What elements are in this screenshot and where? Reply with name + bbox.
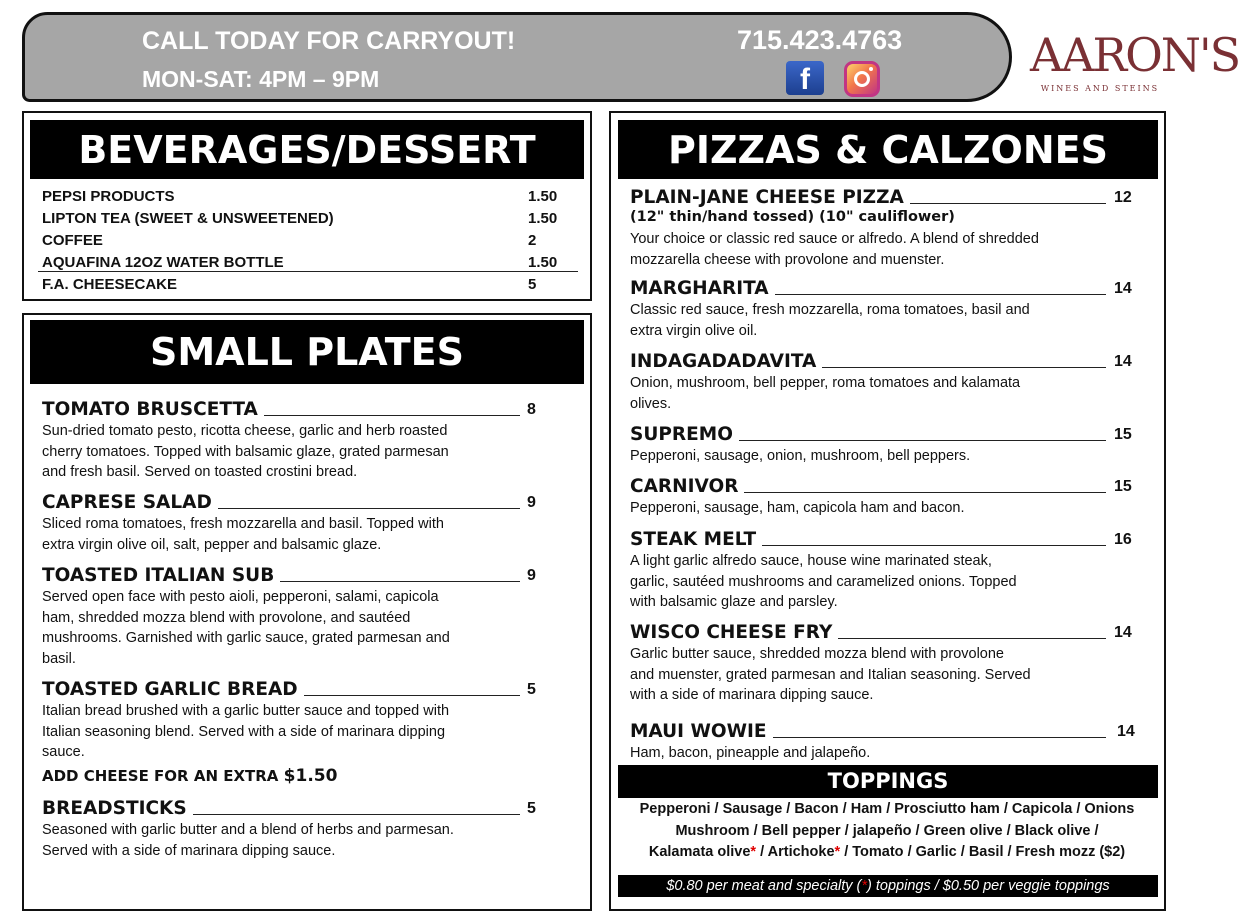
item-price: 15: [1114, 426, 1132, 443]
logo-name: AARON'S: [1030, 28, 1239, 82]
add-cheese-label: ADD CHEESE FOR AN EXTRA: [42, 767, 279, 785]
item-title-indagadadavita: INDAGADADAVITA: [630, 351, 817, 372]
item-description: garlic, sautéed mushrooms and caramelized onions. Topped: [630, 573, 1017, 590]
leader-line: [838, 638, 1106, 639]
item-description: Garlic butter sauce, shredded mozza blend with provolone: [630, 646, 1004, 662]
item-title-maui-wowie: MAUI WOWIE: [630, 721, 767, 742]
leader-line: [193, 814, 520, 815]
logo-subtitle: WINES AND STEINS: [1040, 84, 1160, 93]
item-price: 14: [1117, 723, 1135, 740]
item-price: 8: [527, 401, 536, 418]
item-description: and muenster, grated parmesan and Italian seasoning. Served: [630, 666, 1031, 683]
leader-line: [762, 545, 1106, 546]
topping-kalamata: Kalamata olive: [648, 844, 751, 860]
add-cheese-price: $1.50: [283, 766, 338, 786]
item-price: 9: [527, 494, 536, 511]
item-description: Seasoned with garlic butter and a blend of herbs and parmesan.: [42, 822, 454, 838]
item-title-supremo: SUPREMO: [630, 424, 733, 445]
item-price: 9: [527, 567, 536, 584]
toppings-line-1: Pepperoni / Sausage / Bacon / Ham / Prosciutto ham / Capicola / Onions: [639, 801, 1135, 817]
plain-jane-size-note: (12" thin/hand tossed) (10" cauliflower): [630, 209, 955, 225]
leader-line: [280, 581, 520, 582]
item-title-margharita: MARGHARITA: [630, 278, 769, 299]
leader-line: [264, 415, 520, 416]
beverage-price: 1.50: [528, 210, 558, 227]
item-description: Served open face with pesto aioli, pepperoni, salami, capicola: [42, 589, 439, 605]
toppings-line-3: [612, 842, 1162, 863]
phone-number[interactable]: 715.423.4763: [737, 25, 903, 55]
item-description: and fresh basil. Served on toasted crostini bread.: [42, 464, 358, 480]
beverage-price: 5: [528, 276, 537, 293]
item-description: with balsamic glaze and parsley.: [630, 594, 838, 610]
item-description: sauce.: [42, 744, 85, 760]
specialty-star: *: [861, 878, 868, 894]
hours-text: MON-SAT: 4PM – 9PM: [142, 66, 380, 92]
price-note-meat: $0.80 per meat and specialty (: [666, 878, 862, 894]
pizzas-title: PIZZAS & CALZONES: [618, 120, 1158, 179]
item-description: Sliced roma tomatoes, fresh mozzarella and basil. Topped with: [42, 516, 444, 532]
beverage-price: 2: [528, 232, 537, 249]
item-price: 12: [1114, 189, 1132, 206]
beverage-price: 1.50: [528, 188, 558, 205]
item-description: mushrooms. Garnished with garlic sauce, grated parmesan and: [42, 630, 450, 646]
toppings-title: TOPPINGS: [618, 765, 1158, 798]
beverage-divider: [38, 271, 578, 272]
leader-line: [773, 737, 1106, 738]
beverages-title: BEVERAGES/DESSERT: [30, 120, 584, 179]
toppings-line-2: Mushroom / Bell pepper / jalapeño / Green olive / Black olive /: [675, 823, 1099, 839]
item-description: extra virgin olive oil, salt, pepper and balsamic glaze.: [42, 536, 382, 553]
facebook-icon[interactable]: f: [786, 61, 824, 95]
leader-line: [910, 203, 1106, 204]
item-title-breadsticks: BREADSTICKS: [42, 798, 187, 819]
beverage-name: AQUAFINA 12OZ WATER BOTTLE: [42, 254, 284, 271]
add-cheese-note: [42, 766, 337, 786]
price-note-veggie: ) toppings / $0.50 per veggie toppings: [867, 878, 1110, 894]
topping-artichoke: / Artichoke: [756, 844, 835, 860]
item-description: mozzarella cheese with provolone and muenster.: [630, 251, 945, 268]
item-description: Pepperoni, sausage, ham, capicola ham and bacon.: [630, 500, 965, 516]
item-description: Ham, bacon, pineapple and jalapeño.: [630, 745, 871, 761]
item-description: Italian bread brushed with a garlic butter sauce and topped with: [42, 703, 450, 719]
small-plates-title: SMALL PLATES: [30, 320, 584, 384]
beverage-price: 1.50: [528, 254, 558, 271]
specialty-star: *: [834, 844, 841, 860]
toppings-rest: / Tomato / Garlic / Basil / Fresh mozz ($2): [840, 844, 1126, 860]
leader-line: [744, 492, 1106, 493]
item-title-steak-melt: STEAK MELT: [630, 529, 757, 550]
item-price: 5: [527, 681, 536, 698]
item-price: 14: [1114, 280, 1132, 297]
logo: [1030, 18, 1239, 103]
item-description: olives.: [630, 395, 672, 412]
leader-line: [304, 695, 520, 696]
item-description: cherry tomatoes. Topped with balsamic glaze, grated parmesan: [42, 443, 449, 460]
item-title-plain-jane-cheese-pizza: PLAIN-JANE CHEESE PIZZA: [630, 187, 904, 208]
specialty-star: *: [750, 844, 757, 860]
carryout-text: CALL TODAY FOR CARRYOUT!: [142, 27, 516, 55]
item-description: Onion, mushroom, bell pepper, roma tomatoes and kalamata: [630, 375, 1021, 391]
leader-line: [775, 294, 1106, 295]
item-title-tomato-bruscetta: TOMATO BRUSCETTA: [42, 399, 258, 420]
item-description: Italian seasoning blend. Served with a side of marinara dipping: [42, 723, 446, 740]
item-title-carnivor: CARNIVOR: [630, 476, 739, 497]
item-price: 14: [1114, 624, 1132, 641]
item-description: basil.: [42, 650, 76, 667]
item-description: Served with a side of marinara dipping sauce.: [42, 842, 336, 859]
item-title-wisco-cheese-fry: WISCO CHEESE FRY: [630, 622, 833, 643]
instagram-icon[interactable]: [844, 61, 880, 97]
item-price: 15: [1114, 478, 1132, 495]
item-title-caprese-salad: CAPRESE SALAD: [42, 492, 212, 513]
beverage-name: LIPTON TEA (SWEET & UNSWEETENED): [42, 210, 334, 227]
leader-line: [218, 508, 520, 509]
item-description: A light garlic alfredo sauce, house wine marinated steak,: [630, 553, 992, 569]
item-description: Sun-dried tomato pesto, ricotta cheese, garlic and herb roasted: [42, 423, 448, 439]
item-title-toasted-garlic-bread: TOASTED GARLIC BREAD: [42, 679, 298, 700]
item-price: 14: [1114, 353, 1132, 370]
leader-line: [739, 440, 1106, 441]
header-banner: [22, 12, 1012, 102]
item-description: extra virgin olive oil.: [630, 322, 758, 339]
item-price: 16: [1114, 531, 1132, 548]
leader-line: [822, 367, 1106, 368]
item-description: ham, shredded mozza blend with provolone, and sautéed: [42, 609, 411, 626]
toppings-price-note: [618, 875, 1158, 897]
item-description: Classic red sauce, fresh mozzarella, roma tomatoes, basil and: [630, 302, 1030, 318]
beverage-name: F.A. CHEESECAKE: [42, 276, 178, 293]
item-description: with a side of marinara dipping sauce.: [630, 687, 874, 703]
item-title-toasted-italian-sub: TOASTED ITALIAN SUB: [42, 565, 275, 586]
beverage-name: PEPSI PRODUCTS: [42, 188, 175, 205]
item-description: Pepperoni, sausage, onion, mushroom, bell peppers.: [630, 448, 971, 464]
item-price: 5: [527, 800, 536, 817]
beverage-name: COFFEE: [42, 232, 103, 249]
item-description: Your choice or classic red sauce or alfredo. A blend of shredded: [630, 231, 1039, 247]
